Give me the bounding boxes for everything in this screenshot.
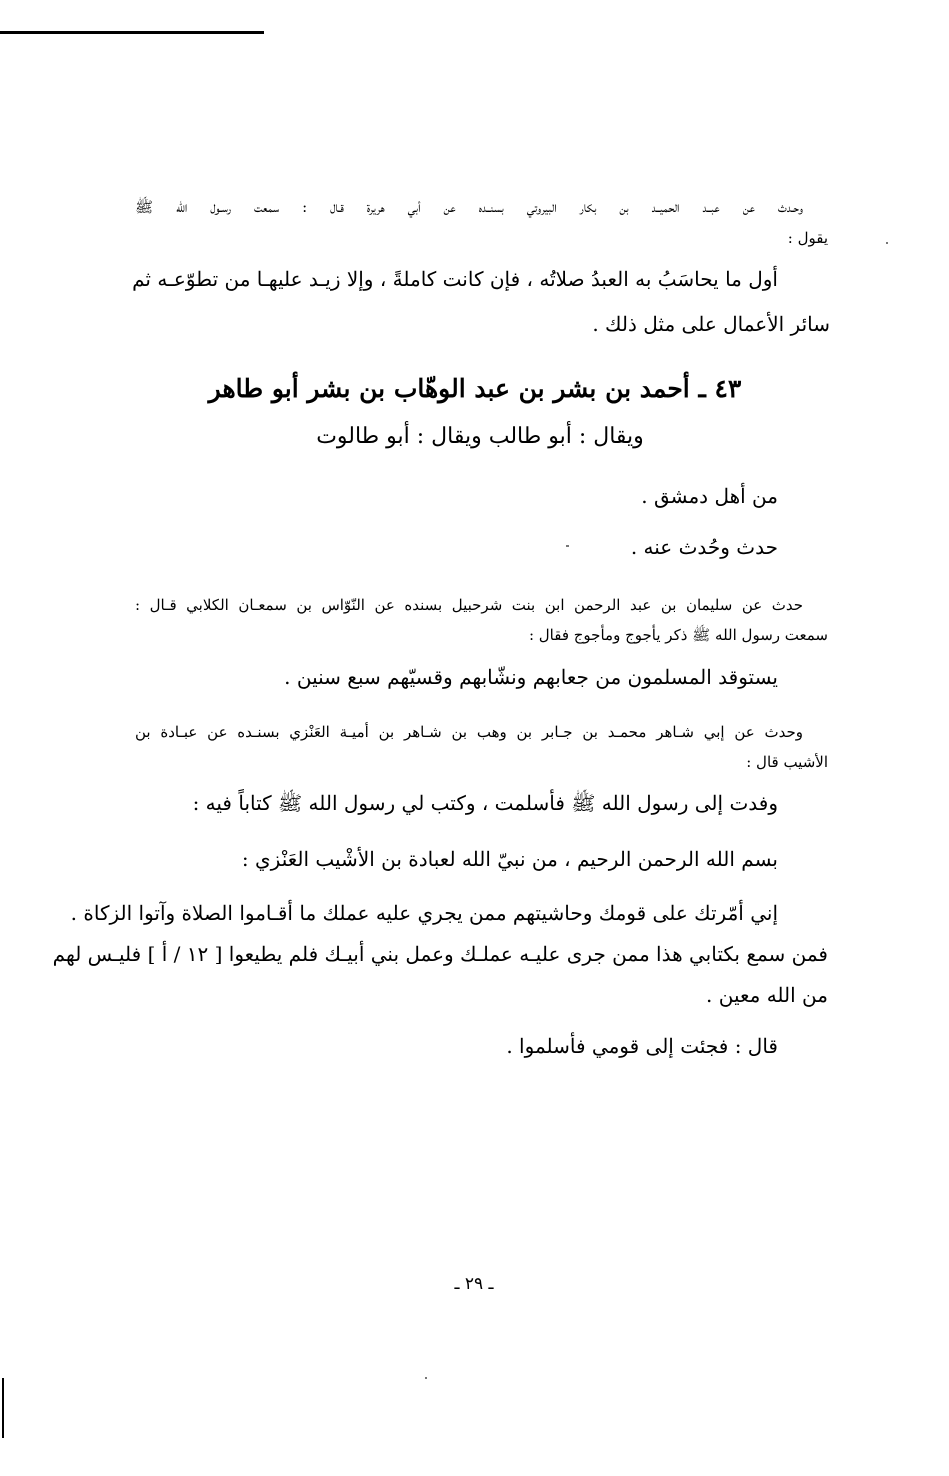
- bio-note: من أهل دمشق .: [641, 484, 778, 508]
- hadith-text-line: يستوقد المسلمون من جعابهم ونشّابهم وقسيّهم سبع سنين .: [284, 665, 778, 689]
- hadith-text-line: قال : فجئت إلى قومي فأسلموا .: [506, 1034, 778, 1058]
- biography-heading: ٤٣ ـ أحمد بن بشر بن عبد الوهّاب بن بشر أبو طاهر: [208, 374, 742, 403]
- hadith-isnad-line: سمعت رسول الله ﷺ ذكر يأجوج ومأجوج فقال :: [528, 626, 828, 644]
- hadith-isnad-line: الأشيب قال :: [746, 753, 828, 771]
- scan-speck: [425, 1377, 427, 1379]
- bio-note: حدث وحُدث عنه .: [630, 535, 778, 559]
- biography-subheading: ويقال : أبو طالب ويقال : أبو طالوت: [316, 424, 644, 449]
- hadith-isnad-line: وحدث عن إبي شـاهر محمـد بن جـابر بن وهب بن شـاهر بن أميـة العَنْزي بسنـده عن عبـادة بن: [135, 723, 803, 741]
- hadith-isnad-line: يقول :: [787, 229, 828, 247]
- letter-basmala-line: بسم الله الرحمن الرحيم ، من نبيّ الله لعبادة بن الأشْيب العَنْزي :: [241, 847, 778, 871]
- hadith-text-line: سائر الأعمال على مثل ذلك .: [592, 312, 830, 336]
- hadith-isnad-line: حدث عن سليمان بن عبد الرحمن ابن بنت شرحبيل بسنده عن النّوّاس بن سمعـان الكلابي قـال :: [135, 596, 803, 614]
- letter-text-line: فمن سمع بكتابي هذا ممن جرى عليـه عملـك وعمل بني أبيـك فلم يطيعوا [ ١٢ / أ ] فليـس لهم: [52, 942, 828, 966]
- hadith-isnad-line: وحـدث عن عبــد الحميــد بن بكار البيروتي بسنــده عن أبي هريرة قـال : سمعت رسـول الله ﷺ: [135, 198, 803, 216]
- scan-speck: [886, 242, 888, 244]
- hadith-text-line: وفدت إلى رسول الله ﷺ فأسلمت ، وكتب لي رسول الله ﷺ كتاباً فيه :: [192, 791, 778, 815]
- page-number: ـ ٢٩ ـ: [454, 1274, 494, 1294]
- letter-text-line: من الله معين .: [706, 983, 828, 1007]
- top-rule: [0, 31, 264, 34]
- hadith-text-line: أول ما يحاسَبُ به العبدُ صلاتُه ، فإن كانت كاملةً ، وإلا زيـد عليهـا من تطوّعـه ثم: [132, 267, 778, 291]
- scan-edge-mark: [2, 1378, 4, 1438]
- letter-text-line: إني أمّرتك على قومك وحاشيتهم ممن يجري عليه عملك ما أقـاموا الصلاة وآتوا الزكاة .: [70, 901, 778, 925]
